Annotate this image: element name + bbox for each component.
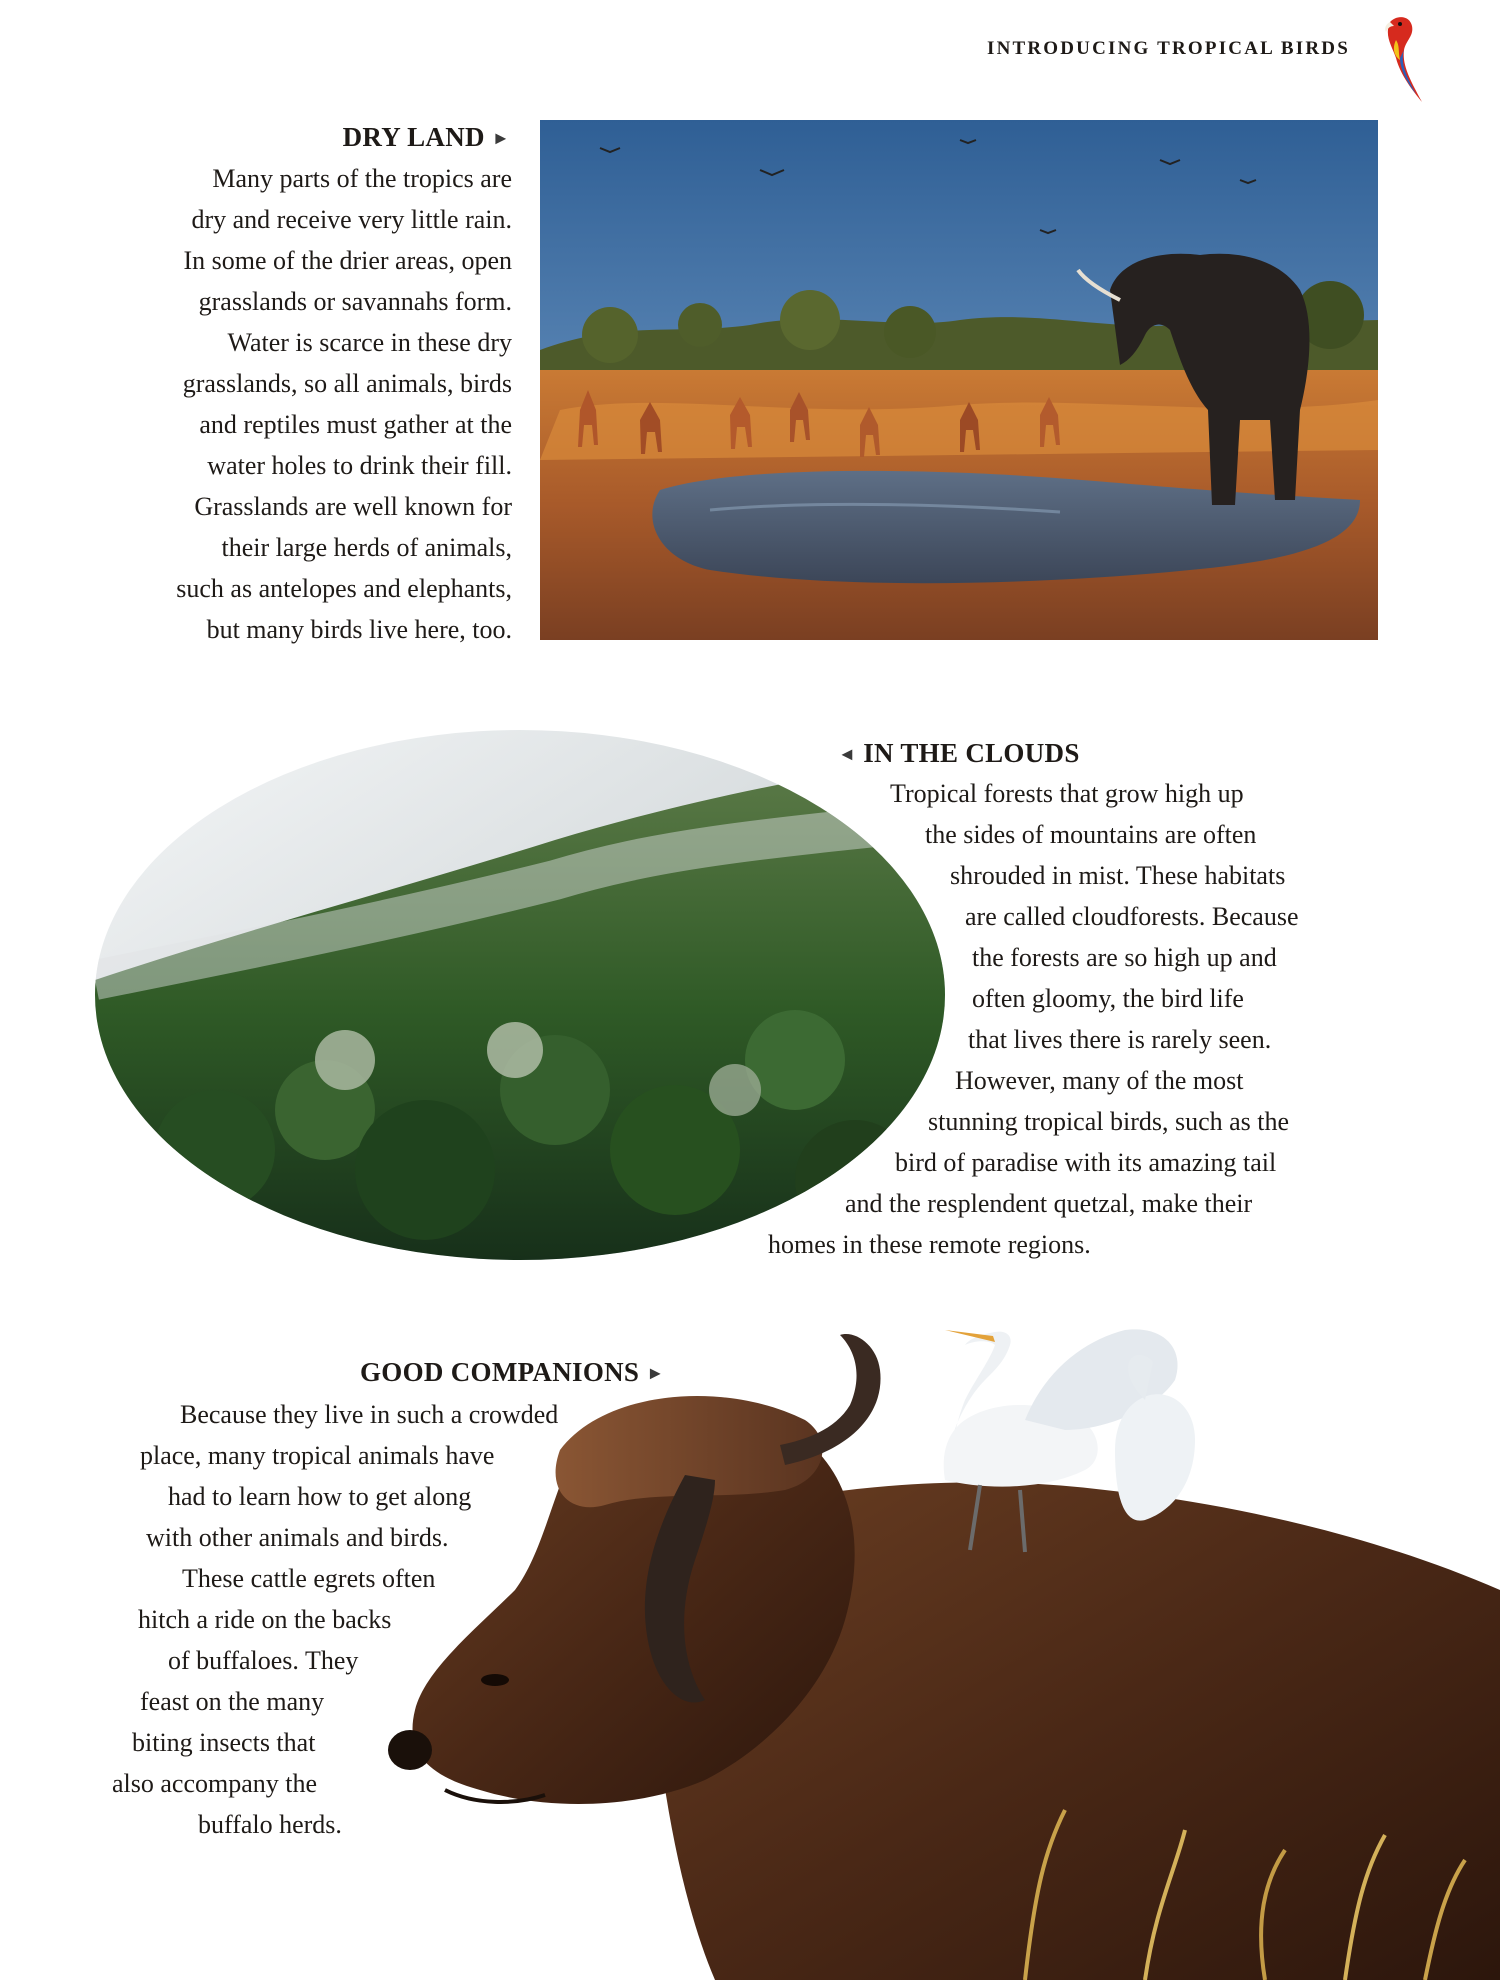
text-line: biting insects that: [132, 1728, 316, 1757]
text-line: their large herds of animals,: [221, 533, 512, 562]
text-line: These cattle egrets often: [182, 1564, 436, 1593]
text-line: Water is scarce in these dry: [227, 328, 512, 357]
text-line: buffalo herds.: [198, 1810, 342, 1839]
text-line: that lives there is rarely seen.: [968, 1025, 1272, 1054]
dry-land-heading: [343, 122, 510, 153]
text-line: stunning tropical birds, such as the: [928, 1107, 1290, 1136]
text-line: hitch a ride on the backs: [138, 1605, 392, 1634]
pointer-right-icon: ►: [646, 1363, 665, 1383]
text-line: such as antelopes and elephants,: [176, 574, 512, 603]
text-line: water holes to drink their fill.: [207, 451, 512, 480]
text-line: often gloomy, the bird life: [972, 984, 1244, 1013]
text-line: In some of the drier areas, open: [183, 246, 512, 275]
good-companions-heading-text: GOOD COMPANIONS: [360, 1357, 640, 1387]
text-line: with other animals and birds.: [146, 1523, 449, 1552]
text-line: are called cloudforests. Because: [965, 902, 1299, 931]
text-line: Tropical forests that grow high up: [890, 779, 1244, 808]
text-line: of buffaloes. They: [168, 1646, 359, 1675]
text-line: also accompany the: [112, 1769, 318, 1798]
in-the-clouds-heading-text: IN THE CLOUDS: [863, 738, 1080, 768]
cloudforest-photo: [95, 730, 945, 1260]
pointer-left-icon: ◄: [838, 744, 857, 764]
text-line: the sides of mountains are often: [925, 820, 1257, 849]
text-line: homes in these remote regions.: [768, 1230, 1091, 1259]
text-line: Many parts of the tropics are: [212, 164, 512, 193]
text-line: grasslands, so all animals, birds: [182, 369, 512, 398]
text-line: place, many tropical animals have: [140, 1441, 495, 1470]
buffalo-egrets-photo: [385, 1290, 1500, 1980]
savannah-waterhole-photo: [540, 120, 1378, 640]
running-header: INTRODUCING TROPICAL BIRDS: [986, 38, 1350, 59]
text-line: the forests are so high up and: [972, 943, 1277, 972]
text-line: and reptiles must gather at the: [199, 410, 512, 439]
text-line: had to learn how to get along: [168, 1482, 472, 1511]
text-line: shrouded in mist. These habitats: [950, 861, 1286, 890]
text-line: Grasslands are well known for: [194, 492, 512, 521]
text-line: However, many of the most: [955, 1066, 1244, 1095]
text-line: Because they live in such a crowded: [180, 1400, 559, 1429]
text-line: bird of paradise with its amazing tail: [895, 1148, 1277, 1177]
parrot-icon: [1370, 10, 1430, 110]
text-line: grasslands or savannahs form.: [198, 287, 512, 316]
text-line: feast on the many: [140, 1687, 325, 1716]
text-line: dry and receive very little rain.: [191, 205, 512, 234]
text-line: and the resplendent quetzal, make their: [845, 1189, 1253, 1218]
dry-land-heading-text: DRY LAND: [342, 122, 485, 152]
text-line: but many birds live here, too.: [206, 615, 512, 644]
pointer-right-icon: ►: [491, 128, 510, 148]
